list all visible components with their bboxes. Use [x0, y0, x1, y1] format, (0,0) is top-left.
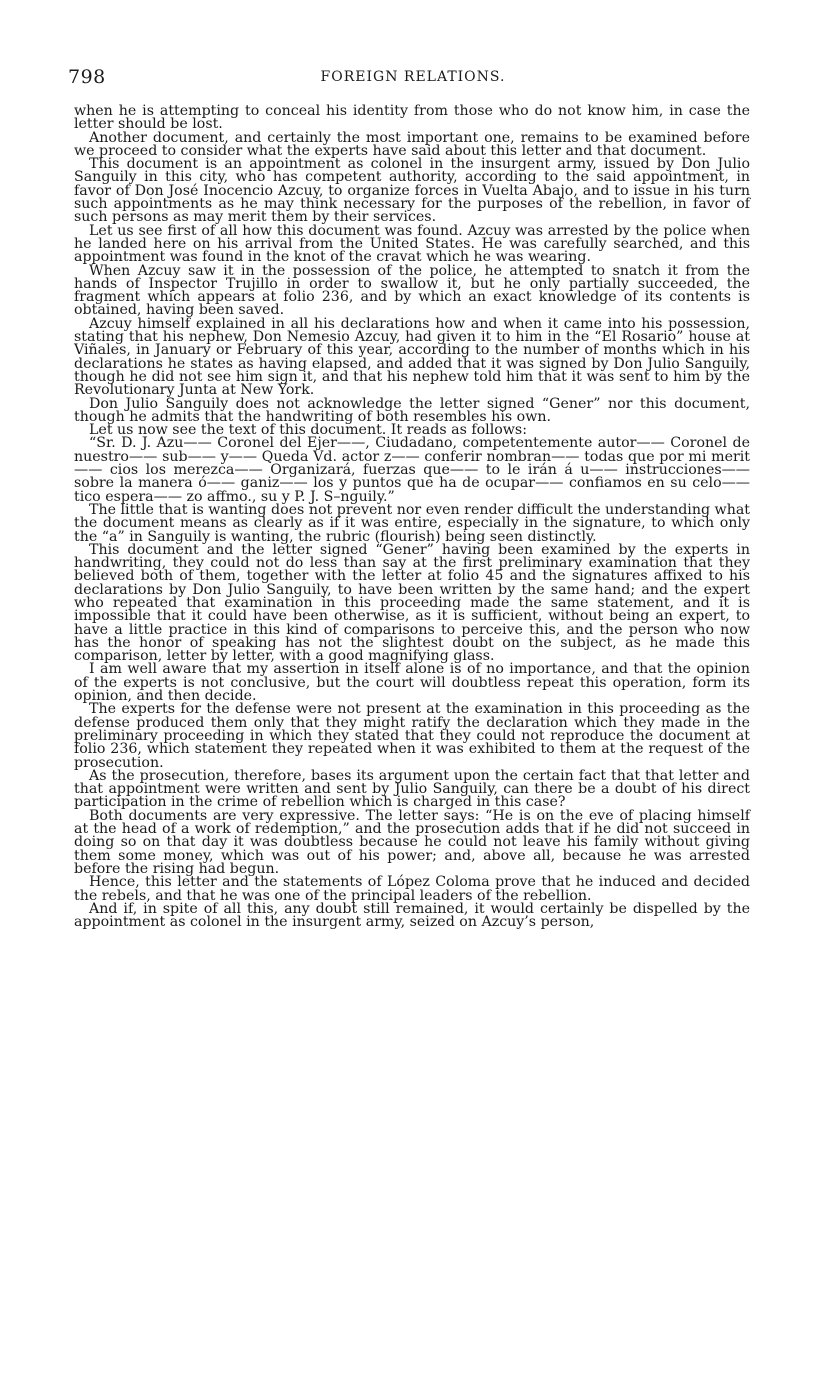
paragraph: When Azcuy saw it in the possession of the police, he attempted to snatch it from the hands of Inspector Trujillo in order to swallow it, but he only partially succeeded, the fragment which appears at folio 236, and by which an exact knowledge of its contents is obtained, having been saved. — [74, 262, 750, 319]
paragraph: This document is an appointment as colonel in the insurgent army, issued by Don Julio Sanguily in this city, who has competent authority, according to the said appointment, in favor of Don José Inocencio Azcuy, to organize forces in Vuelta Abajo, and to issue in his turn such appointments as he may think necessary for the purposes of the rebellion, in favor of such persons as may merit them by their services. — [74, 156, 750, 226]
paragraph: Hence, this letter and the statements of López Coloma prove that he induced and decided the rebels, and that he was one of the principal leaders of the rebellion. — [74, 874, 750, 904]
paragraph: As the prosecution, therefore, bases its argument upon the certain fact that that letter and that appointment were written and sent by Julio Sanguily, can there be a doubt of his direct participation in the crime of rebellion which is charged in this case? — [74, 767, 750, 811]
paragraph: Another document, and certainly the most important one, remains to be examined before we proceed to consider what the experts have said about this letter and that document. — [74, 129, 750, 159]
paragraph: when he is attempting to conceal his identity from those who do not know him, in case the letter should be lost. — [74, 103, 750, 133]
body-text — [74, 105, 750, 929]
quoted-document-text: “Sr. D. J. Azu—— Coronel del Ejer——, Ciudadano, competentemente autor—— Coronel de nuestro—— sub—— y—— Queda Vd. actor z—— conferir nombran—— todas que por mi merit—— cios los merezca—— Organizará, fuerzas que—— to le irán á u—— instrucciones—— sobre la manera ó—— ganiz—— los y puntos que ha de ocupar—— confiamos en su celo—— tico espera—— zo affmo., su y P. J. S–nguily.” — [74, 435, 750, 505]
paragraph: I am well aware that my assertion in itself alone is of no importance, and that the opinion of the experts is not conclusive, but the court will doubtless repeat this operation, form its opinion, and then decide. — [74, 661, 750, 705]
running-head: FOREIGN RELATIONS. — [320, 69, 506, 85]
paragraph: The little that is wanting does not prevent nor even render difficult the understanding what the document means as clearly as if it was entire, especially in the signature, to which only the “a” in Sanguily is wanting, the rubric (flourish) being seen distinctly. — [74, 501, 750, 545]
paragraph: Azcuy himself explained in all his declarations how and when it came into his possession, stating that his nephew, Don Nemesio Azcuy, had given it to him in the “El Rosario” house at Viñales, in January or February of this year, according to the number of months which in his declarations he states as having elapsed, and added that it was signed by Don Julio Sanguily, though he did not see him sign it, and that his nephew told him that it was sent to him by the Revolutionary Junta at New York. — [74, 315, 750, 399]
paragraph: The experts for the defense were not present at the examination in this proceeding as the defense produced them only that they might ratify the declaration which they made in the preliminary proceeding in which they stated that they could not reproduce the document at folio 236, which statement they repeated when it was exhibited to them at the request of the prosecution. — [74, 701, 750, 771]
paragraph: And if, in spite of all this, any doubt still remained, it would certainly be dispelled by the appointment as colonel in the insurgent army, seized on Azcuy’s person, — [74, 900, 750, 931]
page-header — [68, 66, 758, 90]
paragraph: Let us see first of all how this document was found. Azcuy was arrested by the police when he landed here on his arrival from the United States. He was carefully searched, and this appointment was found in the knot of the cravat which he was wearing. — [74, 222, 750, 266]
paragraph: Let us now see the text of this document. It reads as follows: — [89, 422, 527, 439]
paragraph: This document and the letter signed “Gener” having been examined by the experts in handwriting, they could not do less than say at the first preliminary examination that they believed both of them, together with the letter at folio 45 and the signatures affixed to his declarations by Don Julio Sanguily, to have been written by the same hand; and the expert who repeated that examination in this proceeding made the same statement, and it is impossible that it could have been otherwise, as it is sufficient, without being an expert, to have a little practice in this kind of comparisons to perceive this, and the person who now has the honor of speaking has not the slightest doubt on the subject, as he made this comparison, letter by letter, with a good magnifying glass. — [74, 541, 750, 665]
page-number: 798 — [68, 66, 106, 88]
quoted-document — [74, 437, 750, 503]
paragraph: Both documents are very expressive. The letter says: “He is on the eve of placing himself at the head of a work of redemption,” and the prosecution adds that if he did not succeed in doing so on that day it was doubtless because he could not leave his family without giving them some money, which was out of his power; and, above all, because he was arrested before the rising had begun. — [74, 807, 750, 877]
paragraph: Don Julio Sanguily does not acknowledge the letter signed “Gener” nor this document, though he admits that the handwriting of both resembles his own. — [74, 395, 750, 425]
